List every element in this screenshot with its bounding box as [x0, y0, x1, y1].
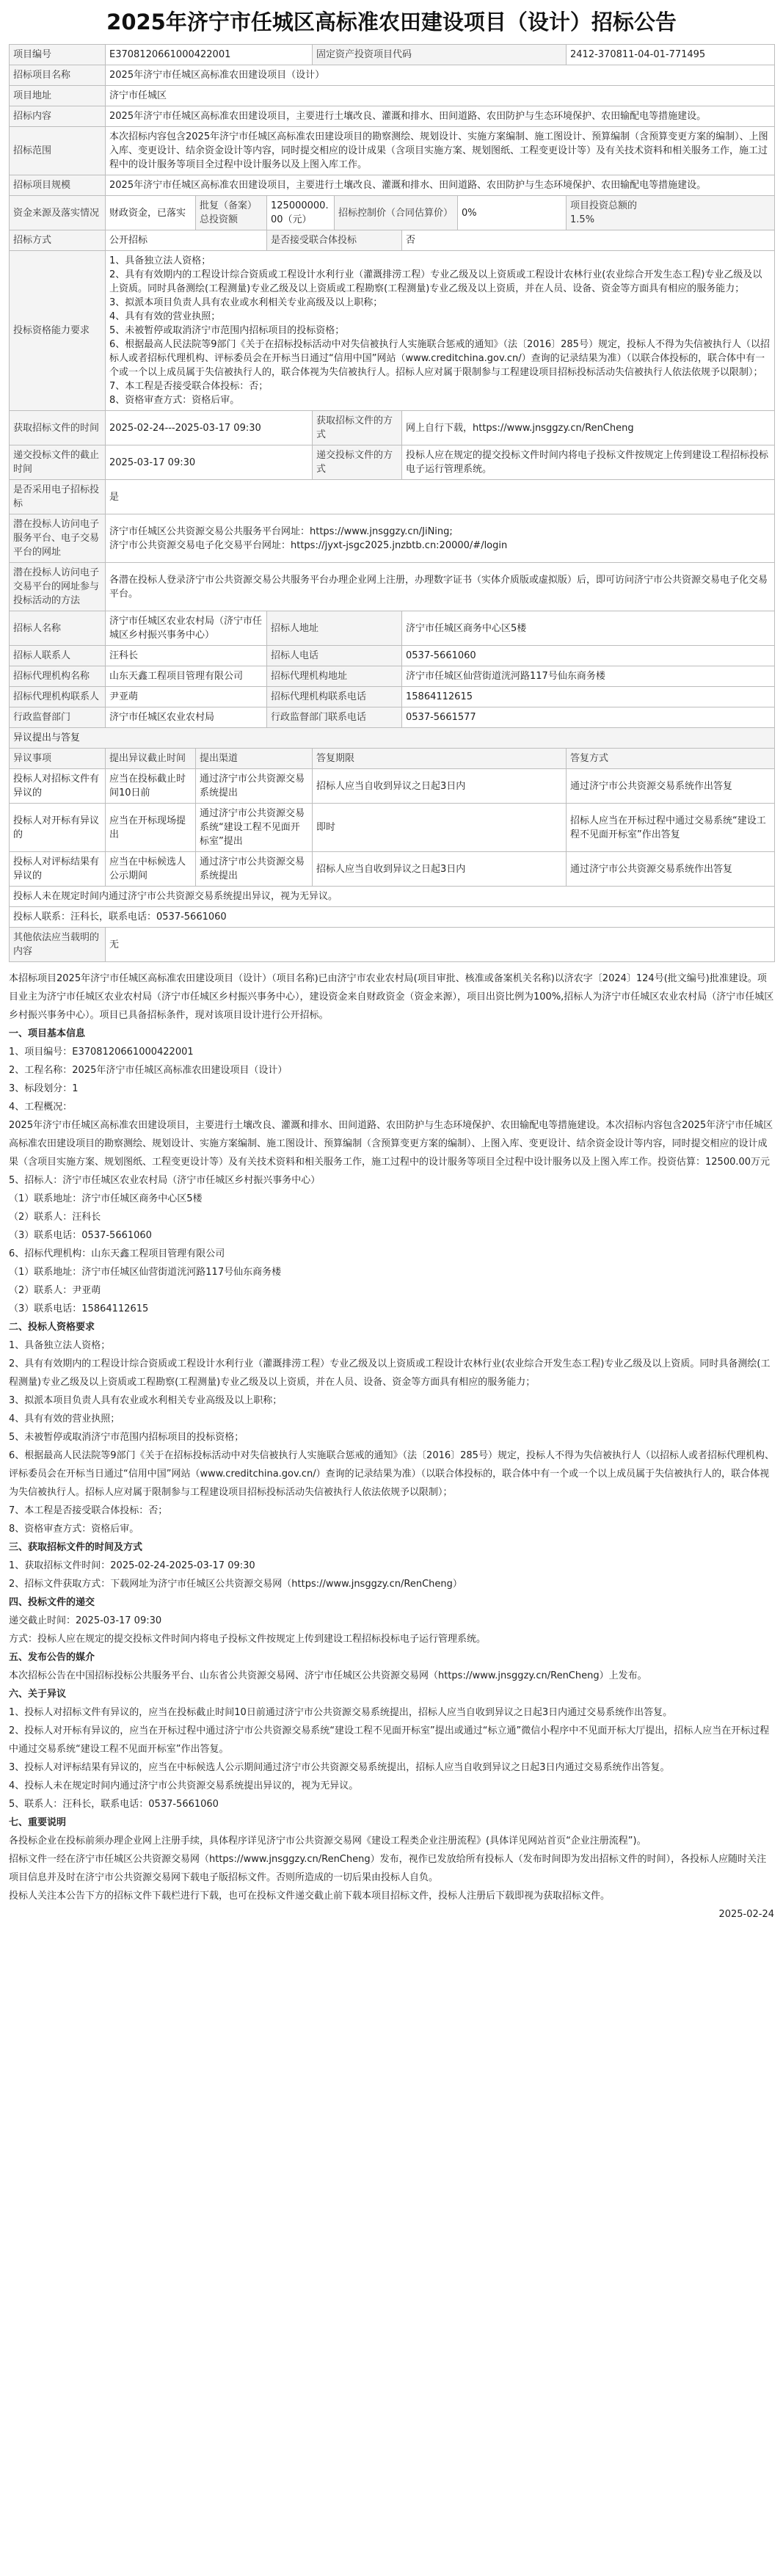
value-control-price: 0%: [458, 196, 567, 230]
label-agent-addr: 招标代理机构地址: [267, 666, 402, 687]
value-get-method[interactable]: 网上自行下载，https://www.jnsggzy.cn/RenCheng: [402, 411, 775, 445]
label-tenderee-phone: 招标人电话: [267, 646, 402, 666]
publish-date: 2025-02-24: [718, 1909, 774, 1920]
value-platform-url[interactable]: 济宁市任城区公共资源交易公共服务平台网址：https://www.jnsggzy.cn/JiNing; 济宁市公共资源交易电子化交易平台网址：https://jyxt-jsgc2025.jnzbtb.cn:20000/#/login: [106, 514, 775, 563]
section-line: 方式：投标人应在规定的提交投标文件时间内将电子投标文件按规定上传到建设工程招标投标电子运行管理系统。: [9, 1634, 487, 1645]
label-get-time: 获取招标文件的时间: [10, 411, 106, 445]
value-location: 济宁市任城区: [106, 86, 775, 106]
row-objection-title: [10, 728, 775, 749]
label-get-method: 获取招标文件的方式: [313, 411, 402, 445]
objection-cell: 通过济宁市公共资源交易系统提出: [196, 852, 313, 887]
row-project-name: [10, 65, 775, 86]
value-other: 无: [106, 928, 775, 962]
section-line: （1）联系地址：济宁市任城区商务中心区5楼: [9, 1193, 203, 1204]
row-qualification: [10, 251, 775, 411]
objection-title: 异议提出与答复: [10, 728, 775, 749]
label-project-code: 项目编号: [10, 45, 106, 65]
section-title: 三、获取招标文件的时间及方式: [9, 1542, 143, 1553]
section-line: 4、工程概况：: [9, 1102, 73, 1113]
objection-header: 答复期限: [313, 749, 567, 769]
objection-header: 提出异议截止时间: [106, 749, 196, 769]
info-table: [9, 44, 775, 962]
row-platform-url: [10, 514, 775, 563]
section-line: 递交截止时间：2025-03-17 09:30: [9, 1615, 162, 1626]
label-deadline: 递交投标文件的截止时间: [10, 445, 106, 480]
section-line: 2、投标人对开标有异议的，应当在开标过程中通过济宁市公共资源交易系统“建设工程不见面开标室”提出或通过“标立通”微信小程序中不见面开标大厅提出，招标人应当在开标过程中通过交易系统“建设工程不见面开标室”作出答复。: [9, 1725, 770, 1755]
objection-cell: 投标人对评标结果有异议的: [10, 852, 106, 887]
row-objection-headers: [10, 749, 775, 769]
row-method: [10, 230, 775, 251]
objection-cell: 应当在开标现场提出: [106, 804, 196, 852]
value-supervisor-phone: 0537-5661577: [402, 707, 775, 728]
section-line: 2、工程名称：2025年济宁市任城区高标准农田建设项目（设计）: [9, 1065, 288, 1076]
row-scope: [10, 127, 775, 175]
label-fund: 资金来源及落实情况: [10, 196, 106, 230]
row-agent: [10, 666, 775, 687]
section-line: 6、根据最高人民法院等9部门《关于在招标投标活动中对失信被执行人实施联合惩戒的通知》（法〔2016〕285号）规定，投标人不得为失信被执行人（以招标人或者招标代理机构、评标委员会在开标当日通过“信用中国”网站（www.creditchina.gov.cn/）查询的记录结果为准）（以联合体投标的，联合体中有一个或一个以上成员属于失信被执行人的，联合体视为失信被执行人。招标人应对属于限制参与工程建设项目招标投标活动失信被执行人依法依规予以限制）；: [9, 1450, 774, 1498]
objection-row: [10, 852, 775, 887]
section-line: 投标人关注本公告下方的招标文件下载栏进行下载，也可在投标文件递交截止前下载本项目招标文件，投标人注册后下载即视为获取招标文件。: [9, 1891, 611, 1902]
value-agent-addr: 济宁市任城区仙营街道洸河路117号仙东商务楼: [402, 666, 775, 687]
objection-cell: 投标人对招标文件有异议的: [10, 769, 106, 804]
value-scope: 本次招标内容包含2025年济宁市任城区高标准农田建设项目的勘察测绘、规划设计、实施方案编制、施工图设计、预算编制（含预算变更方案的编制）、上图入库、变更设计、结余资金设计等内容，同时提交相应的设计成果（含项目实施方案、规划图纸、工程变更设计等）及有关技术资料和相关服务工作，施工过程中的设计服务等项目全过程中设计服务以及上图入库工作。: [106, 127, 775, 175]
objection-cell: 招标人应当自收到异议之日起3日内: [313, 852, 567, 887]
value-supervisor: 济宁市任城区农业农村局: [106, 707, 267, 728]
value-investment-code: 2412-370811-04-01-771495: [567, 45, 775, 65]
label-e-bid: 是否采用电子招标投标: [10, 480, 106, 514]
row-objection-note: [10, 887, 775, 907]
objection-cell: 通过济宁市公共资源交易系统作出答复: [567, 852, 775, 887]
row-get-time: [10, 411, 775, 445]
value-invest-ratio: 1.5%: [570, 214, 595, 225]
value-method: 公开招标: [106, 230, 267, 251]
row-location: [10, 86, 775, 106]
value-agent-contact: 尹亚萌: [106, 687, 267, 707]
objection-note: 投标人未在规定时间内通过济宁市公共资源交易系统提出异议，视为无异议。: [10, 887, 775, 907]
section-line: 5、联系人：汪科长，联系电话：0537-5661060: [9, 1799, 219, 1810]
value-tenderee-phone: 0537-5661060: [402, 646, 775, 666]
row-content: [10, 106, 775, 127]
section-line: （3）联系电话：15864112615: [9, 1303, 149, 1314]
section-title: 五、发布公告的媒介: [9, 1652, 95, 1663]
section-line: 4、投标人未在规定时间内通过济宁市公共资源交易系统提出异议的，视为无异议。: [9, 1780, 359, 1791]
row-fund: [10, 196, 775, 230]
value-e-bid: 是: [106, 480, 775, 514]
section-line: （3）联系电话：0537-5661060: [9, 1230, 152, 1241]
label-supervisor: 行政监督部门: [10, 707, 106, 728]
objection-cell: 应当在中标候选人公示期间: [106, 852, 196, 887]
row-agent-contact: [10, 687, 775, 707]
section-title: 一、项目基本信息: [9, 1028, 86, 1039]
label-supervisor-phone: 行政监督部门联系电话: [267, 707, 402, 728]
value-tenderee: 济宁市任城区农业农村局（济宁市任城区乡村振兴事务中心）: [106, 611, 267, 646]
objection-cell: 招标人应当在开标过程中通过交易系统“建设工程不见面开标室”作出答复: [567, 804, 775, 852]
section-line[interactable]: 本次招标公告在中国招标投标公共服务平台、山东省公共资源交易网、济宁市任城区公共资源交易网（https://www.jnsggzy.cn/RenCheng）上发布。: [9, 1670, 647, 1681]
value-platform-access: 各潜在投标人登录济宁市公共资源交易公共服务平台办理企业网上注册，办理数字证书（实体介质版或虚拟版）后，即可访问济宁市公共资源交易电子化交易平台。: [106, 563, 775, 611]
row-tenderee-contact: [10, 646, 775, 666]
section-line: （2）联系人：汪科长: [9, 1212, 101, 1223]
objection-cell: 投标人对开标有异议的: [10, 804, 106, 852]
row-supervisor: [10, 707, 775, 728]
objection-cell: 招标人应当自收到异议之日起3日内: [313, 769, 567, 804]
value-submit-method: 投标人应在规定的提交投标文件时间内将电子投标文件按规定上传到建设工程招标投标电子运行管理系统。: [402, 445, 775, 480]
label-approved-budget: 批复（备案）总投资额: [196, 196, 267, 230]
value-tenderee-contact: 汪科长: [106, 646, 267, 666]
section-line: 7、本工程是否接受联合体投标：否；: [9, 1505, 168, 1516]
row-deadline: [10, 445, 775, 480]
objection-cell: 即时: [313, 804, 567, 852]
label-tenderee: 招标人名称: [10, 611, 106, 646]
objection-cell: 通过济宁市公共资源交易系统“建设工程不见面开标室”提出: [196, 804, 313, 852]
announcement-body: [9, 962, 774, 1924]
label-control-price: 招标控制价（合同估算价）: [335, 196, 458, 230]
label-submit-method: 递交投标文件的方式: [313, 445, 402, 480]
section-line: （2）联系人：尹亚萌: [9, 1285, 101, 1296]
label-qualification: 投标资格能力要求: [10, 251, 106, 411]
objection-header: 提出渠道: [196, 749, 313, 769]
objection-contact: 投标人联系：汪科长，联系电话：0537-5661060: [10, 907, 775, 928]
row-tenderee: [10, 611, 775, 646]
value-agent-phone: 15864112615: [402, 687, 775, 707]
label-platform-access: 潜在投标人访问电子交易平台的网址参与投标活动的方法: [10, 563, 106, 611]
section-title: 六、关于异议: [9, 1689, 67, 1700]
row-e-bid: [10, 480, 775, 514]
objection-header: 异议事项: [10, 749, 106, 769]
objection-row: [10, 769, 775, 804]
objection-cell: 通过济宁市公共资源交易系统提出: [196, 769, 313, 804]
section-line: 各投标企业在投标前须办理企业网上注册手续，具体程序详见济宁市公共资源交易网《建设工程类企业注册流程》(具体详见网站首页“企业注册流程”)。: [9, 1835, 647, 1847]
value-joint: 否: [402, 230, 775, 251]
section-line: 5、招标人：济宁市任城区农业农村局（济宁市任城区乡村振兴事务中心）: [9, 1175, 321, 1186]
value-approved-budget: 125000000.00（元）: [267, 196, 335, 230]
label-tenderee-contact: 招标人联系人: [10, 646, 106, 666]
section-line: 5、未被暂停或取消济宁市范围内招标项目的投标资格；: [9, 1432, 244, 1443]
row-other: [10, 928, 775, 962]
row-scale: [10, 175, 775, 196]
label-location: 项目地址: [10, 86, 106, 106]
label-platform-url: 潜在投标人访问电子服务平台、电子交易平台的网址: [10, 514, 106, 563]
label-agent-phone: 招标代理机构联系电话: [267, 687, 402, 707]
section-line: 1、投标人对招标文件有异议的，应当在投标截止时间10日前通过济宁市公共资源交易系统提出，招标人应当自收到异议之日起3日内通过交易系统作出答复。: [9, 1707, 673, 1718]
label-method: 招标方式: [10, 230, 106, 251]
objection-cell: 通过济宁市公共资源交易系统作出答复: [567, 769, 775, 804]
section-line: 8、资格审查方式：资格后审。: [9, 1524, 139, 1535]
section-line: 1、项目编号：E3708120661000422001: [9, 1047, 194, 1058]
label-tenderee-addr: 招标人地址: [267, 611, 402, 646]
row-platform-access: [10, 563, 775, 611]
section-line[interactable]: 2、招标文件获取方式：下载网址为济宁市任城区公共资源交易网（https://www.jnsggzy.cn/RenCheng）: [9, 1579, 462, 1590]
section-line: 1、具备独立法人资格；: [9, 1340, 111, 1351]
value-tenderee-addr: 济宁市任城区商务中心区5楼: [402, 611, 775, 646]
label-joint: 是否接受联合体投标: [267, 230, 402, 251]
label-scale: 招标项目规模: [10, 175, 106, 196]
value-project-name: 2025年济宁市任城区高标准农田建设项目（设计）: [106, 65, 775, 86]
label-scope: 招标范围: [10, 127, 106, 175]
section-line: 2025年济宁市任城区高标准农田建设项目，主要进行土壤改良、灌溉和排水、田间道路、农田防护与生态环境保护、农田输配电等措施建设。本次招标内容包含2025年济宁市任城区高标准农田建设项目的勘察测绘、规划设计、实施方案编制、施工图设计、预算编制（含预算变更方案的编制）、上图入库、变更设计、结余资金设计等内容，同时提交相应的设计成果（含项目实施方案、规划图纸、工程变更设计等）及有关技术资料和相关服务工作，施工过程中的设计服务等项目全过程中设计服务以及上图入库工作。投资估算：12500.00万元: [9, 1120, 773, 1168]
section-line: （1）联系地址：济宁市任城区仙营街道洸河路117号仙东商务楼: [9, 1267, 282, 1278]
value-get-time: 2025-02-24---2025-03-17 09:30: [106, 411, 313, 445]
label-agent: 招标代理机构名称: [10, 666, 106, 687]
objection-cell: 应当在投标截止时间10日前: [106, 769, 196, 804]
section-title: 四、投标文件的递交: [9, 1597, 95, 1608]
value-agent: 山东天鑫工程项目管理有限公司: [106, 666, 267, 687]
value-project-code: E3708120661000422001: [106, 45, 313, 65]
section-title: 二、投标人资格要求: [9, 1322, 95, 1333]
section-line: 3、投标人对评标结果有异议的，应当在中标候选人公示期间通过济宁市公共资源交易系统提出，招标人应当自收到异议之日起3日内通过交易系统作出答复。: [9, 1762, 670, 1773]
value-scale: 2025年济宁市任城区高标准农田建设项目，主要进行土壤改良、灌溉和排水、田间道路、农田防护与生态环境保护、农田输配电等措施建设。: [106, 175, 775, 196]
value-content: 2025年济宁市任城区高标准农田建设项目，主要进行土壤改良、灌溉和排水、田间道路、农田防护与生态环境保护、农田输配电等措施建设。: [106, 106, 775, 127]
section-line: 4、具有有效的营业执照；: [9, 1413, 120, 1425]
label-agent-contact: 招标代理机构联系人: [10, 687, 106, 707]
section-line: 招标文件一经在济宁市任城区公共资源交易网（https://www.jnsggzy.cn/RenCheng）发布，视作已发放给所有投标人（发布时间即为发出招标文件的时间），各投标人应随时关注项目信息并及时在济宁市公共资源交易网下载电子版招标文件。否则所造成的一切后果由投标人自负。: [9, 1854, 767, 1883]
section-title: 七、重要说明: [9, 1817, 67, 1828]
value-qualification: 1、具备独立法人资格； 2、具有有效期内的工程设计综合资质或工程设计水利行业（灌溉排涝工程）专业乙级及以上资质或工程设计农林行业(农业综合开发生态工程)专业乙级及以上资质。同时具备测绘(工程测量)专业乙级及以上资质或工程勘察(工程测量)专业乙级及以上资质，并在人员、设备、资金等方面具有相应的服务能力； 3、拟派本项目负责人具有农业或水利相关专业高级及以上职称； 4、具有有效的营业执照； 5、未被暂停或取消济宁市范围内招标项目的投标资格； 6、根据最高人民法院等9部门《关于在招标投标活动中对失信被执行人实施联合惩戒的通知》（法〔2016〕285号）规定，投标人不得为失信被执行人（以招标人或者招标代理机构、评标委员会在开标当日通过“信用中国”网站（www.creditchina.gov.cn/）查询的记录结果为准）（以联合体投标的，联合体中有一个或一个以上成员属于失信被执行人的，联合体视为失信被执行人。招标人应对属于限制参与工程建设项目招标投标活动失信被执行人依法依规予以限制）； 7、本工程是否接受联合体投标：否； 8、资格审查方式：资格后审。: [106, 251, 775, 411]
section-line: 3、标段划分：1: [9, 1083, 79, 1094]
value-fund: 财政资金，已落实: [106, 196, 196, 230]
objection-header: 答复方式: [567, 749, 775, 769]
section-line: 6、招标代理机构：山东天鑫工程项目管理有限公司: [9, 1248, 225, 1259]
label-investment-code: 固定资产投资项目代码: [313, 45, 567, 65]
label-invest-ratio: 项目投资总额的: [570, 200, 638, 211]
page-title: 2025年济宁市任城区高标准农田建设项目（设计）招标公告: [106, 10, 677, 34]
label-content: 招标内容: [10, 106, 106, 127]
row-objection-contact: [10, 907, 775, 928]
section-line: 2、具有有效期内的工程设计综合资质或工程设计水利行业（灌溉排涝工程）专业乙级及以上资质或工程设计农林行业(农业综合开发生态工程)专业乙级及以上资质。同时具备测绘(工程测量)专业乙级及以上资质或工程勘察(工程测量)专业乙级及以上资质，并在人员、设备、资金等方面具有相应的服务能力；: [9, 1358, 771, 1388]
value-deadline: 2025-03-17 09:30: [106, 445, 313, 480]
objection-row: [10, 804, 775, 852]
label-project-name: 招标项目名称: [10, 65, 106, 86]
section-line: 3、拟派本项目负责人具有农业或水利相关专业高级及以上职称；: [9, 1395, 283, 1406]
label-other: 其他依法应当载明的内容: [10, 928, 106, 962]
section-line: 1、获取招标文件时间：2025-02-24-2025-03-17 09:30: [9, 1560, 255, 1571]
intro-paragraph: 本招标项目2025年济宁市任城区高标准农田建设项目（设计）（项目名称)已由济宁市农业农村局(项目审批、核准或备案机关名称)以济农字〔2024〕124号(批文编号)批准建设。项目业主为济宁市任城区农业农村局（济宁市任城区乡村振兴事务中心），建设资金来自财政资金（资金来源），项目出资比例为100%,招标人为济宁市任城区农业农村局（济宁市任城区乡村振兴事务中心）。项目已具备招标条件，现对该项目设计进行公开招标。: [9, 973, 774, 1021]
invest-ratio-cell: [567, 196, 775, 230]
row-project-code: [10, 45, 775, 65]
